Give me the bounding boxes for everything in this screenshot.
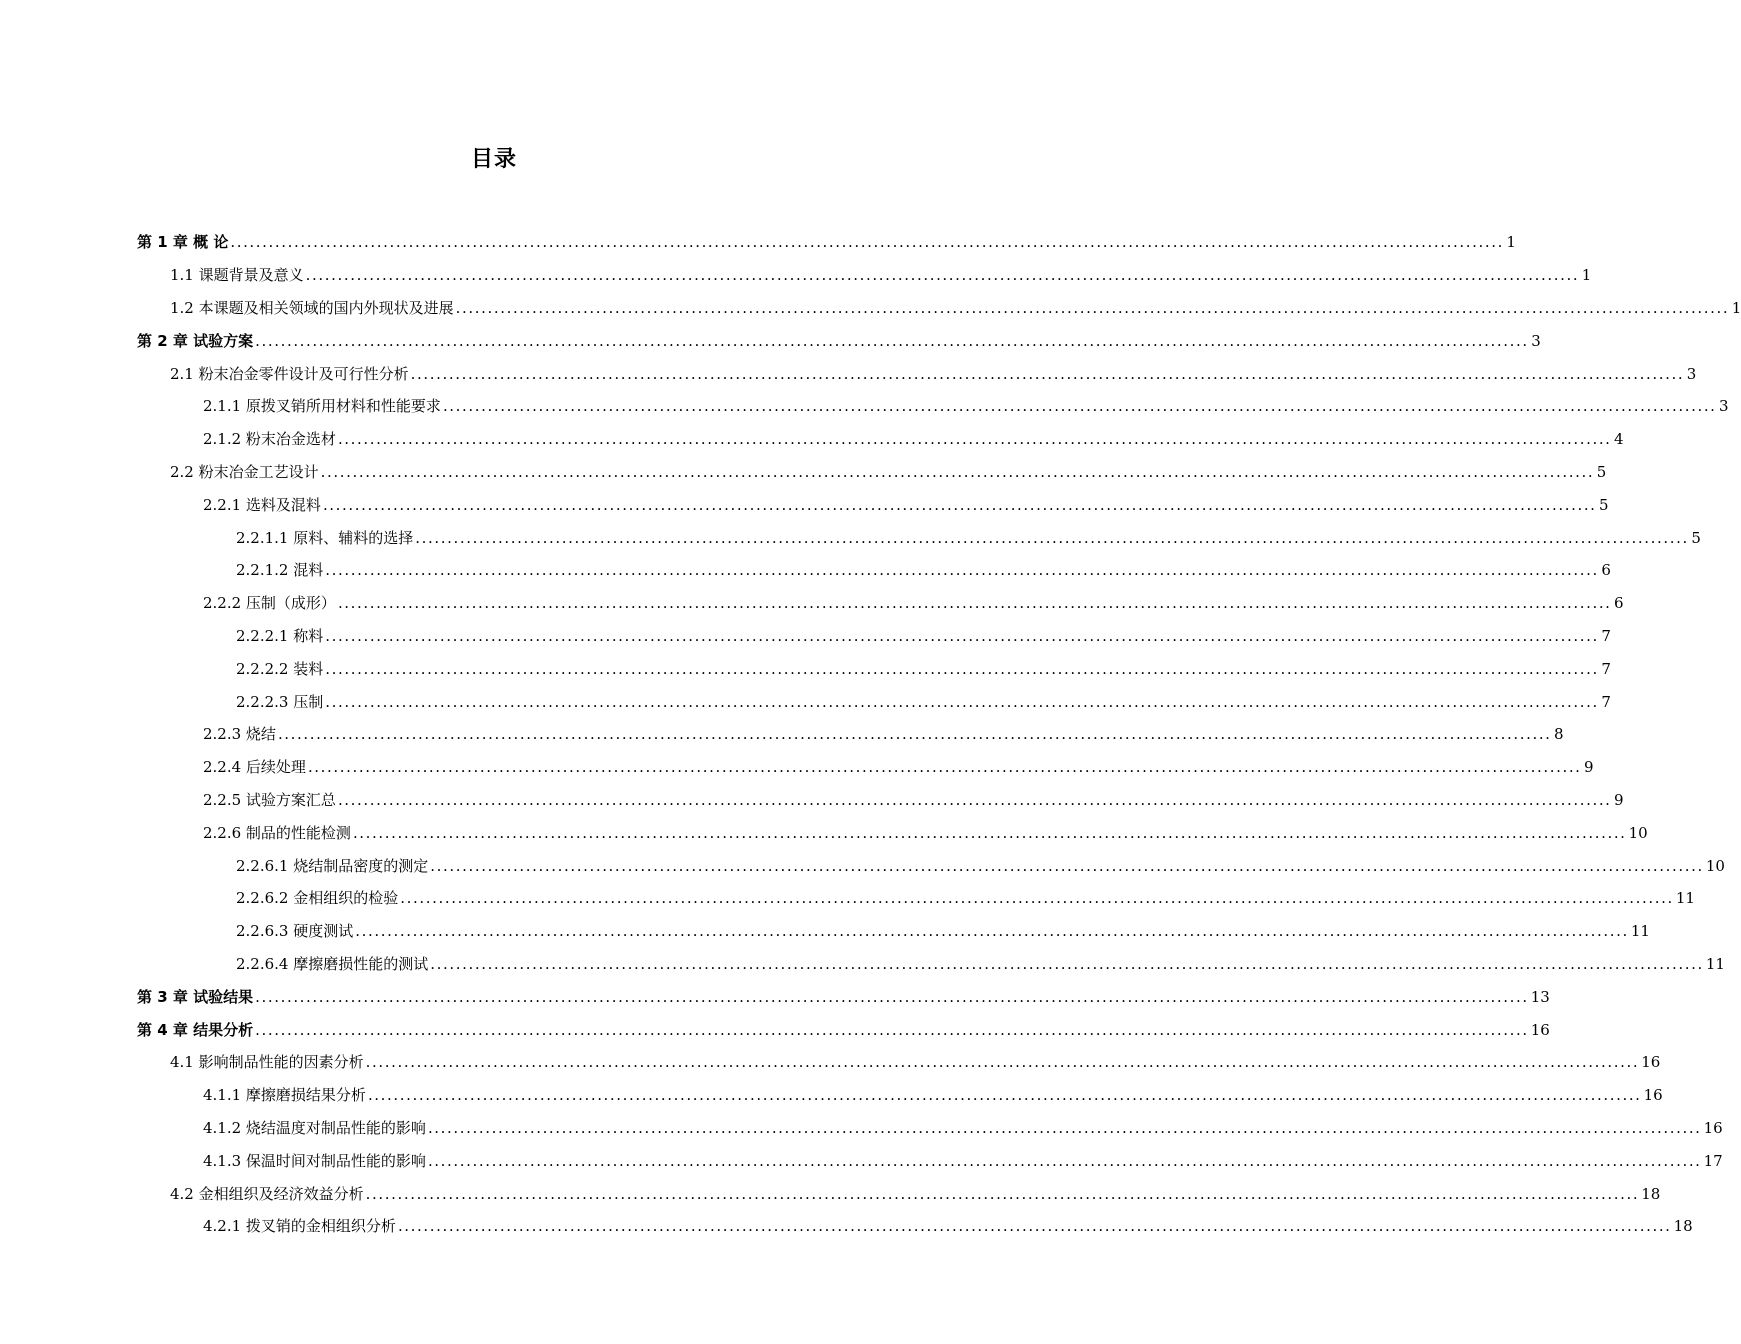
toc-entry[interactable] bbox=[0, 1210, 1693, 1243]
toc-entry-label: 第 3 章 试验结果 bbox=[137, 987, 254, 1006]
toc-entry-label: 第 4 章 结果分析 bbox=[137, 1020, 254, 1039]
toc-entry-page-number: 1 bbox=[1731, 298, 1741, 317]
toc-entry-page-number: 17 bbox=[1703, 1151, 1723, 1170]
toc-entry[interactable] bbox=[0, 948, 1725, 981]
toc-entry-label: 2.2.6.2 金相组织的检验 bbox=[236, 889, 399, 908]
toc-entry-label: 4.1.2 烧结温度对制品性能的影响 bbox=[203, 1118, 426, 1137]
toc-entry[interactable] bbox=[0, 784, 1624, 817]
toc-entry-label: 第 1 章 概 论 bbox=[137, 233, 229, 252]
dot-leader: ........................................................................................................................................................................................................ bbox=[400, 889, 1674, 908]
toc-entry-label: 2.2.6.4 摩擦磨损性能的测试 bbox=[236, 954, 429, 973]
toc-entry-label: 2.2.2.3 压制 bbox=[236, 692, 324, 711]
dot-leader: ........................................................................................................................................................................................................ bbox=[322, 495, 1597, 514]
toc-entry-page-number: 7 bbox=[1601, 692, 1611, 711]
toc-entry-label: 4.2 金相组织及经济效益分析 bbox=[170, 1184, 364, 1203]
toc-entry[interactable] bbox=[0, 620, 1611, 653]
toc-entry-page-number: 5 bbox=[1599, 495, 1609, 514]
dot-leader: ........................................................................................................................................................................................................ bbox=[352, 823, 1627, 842]
page-title: 目录 bbox=[470, 147, 517, 172]
dot-leader: ........................................................................................................................................................................................................ bbox=[255, 1020, 1529, 1039]
dot-leader: ........................................................................................................................................................................................................ bbox=[430, 856, 1704, 875]
toc-entry[interactable] bbox=[0, 1046, 1661, 1079]
toc-entry-page-number: 3 bbox=[1686, 364, 1697, 383]
toc-entry[interactable] bbox=[0, 587, 1624, 620]
toc-entry[interactable] bbox=[0, 357, 1697, 390]
toc-entry-page-number: 10 bbox=[1628, 823, 1648, 842]
toc-entry-page-number: 3 bbox=[1719, 397, 1729, 416]
toc-entry[interactable] bbox=[0, 423, 1624, 456]
toc-entry-page-number: 9 bbox=[1614, 790, 1624, 809]
toc-entry[interactable] bbox=[0, 685, 1611, 718]
toc-entry-label: 2.2.1.2 混料 bbox=[236, 561, 324, 580]
dot-leader: ........................................................................................................................................................................................................ bbox=[355, 922, 1629, 941]
toc-entry[interactable] bbox=[0, 1013, 1550, 1046]
toc-entry-label: 4.1.3 保温时间对制品性能的影响 bbox=[203, 1151, 426, 1170]
toc-entry-page-number: 10 bbox=[1705, 856, 1725, 875]
toc-entry-label: 2.2.3 烧结 bbox=[203, 725, 276, 744]
dot-leader: ........................................................................................................................................................................................................ bbox=[277, 725, 1552, 744]
dot-leader: ........................................................................................................................................................................................................ bbox=[427, 1151, 1702, 1170]
toc-entry-label: 2.2.6.1 烧结制品密度的测定 bbox=[236, 856, 429, 875]
dot-leader: ........................................................................................................................................................................................................ bbox=[367, 1086, 1642, 1105]
toc-entry[interactable] bbox=[0, 226, 1516, 259]
toc-entry-label: 2.1.2 粉末冶金选材 bbox=[203, 430, 336, 449]
toc-entry-page-number: 18 bbox=[1673, 1217, 1693, 1236]
toc-entry-label: 2.2.1 选料及混料 bbox=[203, 495, 321, 514]
toc-entry-label: 2.2.1.1 原料、辅料的选择 bbox=[236, 528, 414, 547]
toc-entry-page-number: 5 bbox=[1691, 528, 1701, 547]
toc-entry-page-number: 18 bbox=[1641, 1184, 1661, 1203]
toc-entry-page-number: 16 bbox=[1530, 1020, 1550, 1039]
dot-leader: ........................................................................................................................................................................................................ bbox=[442, 397, 1717, 416]
dot-leader: ........................................................................................................................................................................................................ bbox=[325, 626, 1599, 645]
dot-leader: ........................................................................................................................................................................................................ bbox=[415, 528, 1689, 547]
table-of-contents bbox=[0, 226, 1741, 1243]
toc-entry[interactable] bbox=[0, 456, 1607, 489]
dot-leader: ........................................................................................................................................................................................................ bbox=[410, 364, 1685, 383]
dot-leader: ........................................................................................................................................................................................................ bbox=[337, 430, 1612, 449]
toc-entry-label: 2.2 粉末冶金工艺设计 bbox=[170, 462, 319, 481]
toc-entry-page-number: 6 bbox=[1601, 561, 1611, 580]
toc-entry[interactable] bbox=[0, 324, 1541, 357]
dot-leader: ........................................................................................................................................................................................................ bbox=[365, 1053, 1640, 1072]
toc-entry[interactable] bbox=[0, 816, 1648, 849]
toc-entry-label: 4.1 影响制品性能的因素分析 bbox=[170, 1053, 364, 1072]
toc-entry-label: 4.1.1 摩擦磨损结果分析 bbox=[203, 1086, 366, 1105]
dot-leader: ........................................................................................................................................................................................................ bbox=[455, 298, 1730, 317]
toc-entry[interactable] bbox=[0, 980, 1550, 1013]
toc-entry[interactable] bbox=[0, 915, 1650, 948]
dot-leader: ........................................................................................................................................................................................................ bbox=[255, 987, 1529, 1006]
toc-entry-label: 2.2.5 试验方案汇总 bbox=[203, 790, 336, 809]
dot-leader: ........................................................................................................................................................................................................ bbox=[305, 266, 1580, 285]
toc-entry-page-number: 7 bbox=[1601, 626, 1611, 645]
toc-entry-page-number: 5 bbox=[1596, 462, 1607, 481]
dot-leader: ........................................................................................................................................................................................................ bbox=[397, 1217, 1672, 1236]
toc-entry-label: 2.2.6.3 硬度测试 bbox=[236, 922, 354, 941]
toc-entry-page-number: 9 bbox=[1584, 758, 1594, 777]
toc-entry[interactable] bbox=[0, 488, 1609, 521]
dot-leader: ........................................................................................................................................................................................................ bbox=[365, 1184, 1640, 1203]
dot-leader: ........................................................................................................................................................................................................ bbox=[337, 790, 1612, 809]
toc-entry-page-number: 16 bbox=[1703, 1118, 1723, 1137]
dot-leader: ........................................................................................................................................................................................................ bbox=[325, 561, 1599, 580]
dot-leader: ........................................................................................................................................................................................................ bbox=[307, 758, 1582, 777]
toc-entry-label: 2.2.2 压制（成形） bbox=[203, 594, 336, 613]
toc-entry[interactable] bbox=[0, 292, 1741, 325]
toc-entry-label: 2.2.4 后续处理 bbox=[203, 758, 306, 777]
toc-entry-page-number: 13 bbox=[1530, 987, 1550, 1006]
toc-entry-label: 2.2.2.2 装料 bbox=[236, 659, 324, 678]
toc-entry[interactable] bbox=[0, 259, 1592, 292]
toc-entry-label: 第 2 章 试验方案 bbox=[137, 331, 254, 350]
toc-entry[interactable] bbox=[0, 390, 1729, 423]
toc-entry-label: 1.1 课题背景及意义 bbox=[170, 266, 304, 285]
toc-entry-page-number: 11 bbox=[1675, 889, 1695, 908]
toc-entry-page-number: 7 bbox=[1601, 659, 1611, 678]
dot-leader: ........................................................................................................................................................................................................ bbox=[325, 659, 1599, 678]
toc-entry-page-number: 6 bbox=[1614, 594, 1624, 613]
toc-entry-label: 1.2 本课题及相关领域的国内外现状及进展 bbox=[170, 298, 454, 317]
toc-entry-page-number: 4 bbox=[1614, 430, 1624, 449]
toc-entry[interactable] bbox=[0, 1177, 1661, 1210]
toc-entry[interactable] bbox=[0, 718, 1564, 751]
dot-leader: ........................................................................................................................................................................................................ bbox=[320, 462, 1595, 481]
toc-entry-page-number: 1 bbox=[1506, 233, 1516, 252]
dot-leader: ........................................................................................................................................................................................................ bbox=[337, 594, 1612, 613]
toc-entry-page-number: 16 bbox=[1641, 1053, 1661, 1072]
toc-entry-label: 4.2.1 拨叉销的金相组织分析 bbox=[203, 1217, 396, 1236]
toc-entry[interactable] bbox=[0, 521, 1701, 554]
toc-entry[interactable] bbox=[0, 1112, 1723, 1145]
dot-leader: ........................................................................................................................................................................................................ bbox=[230, 233, 1504, 252]
toc-entry-page-number: 16 bbox=[1643, 1086, 1663, 1105]
toc-entry-label: 2.2.6 制品的性能检测 bbox=[203, 823, 351, 842]
dot-leader: ........................................................................................................................................................................................................ bbox=[430, 954, 1704, 973]
toc-entry-label: 2.1.1 原拨叉销所用材料和性能要求 bbox=[203, 397, 441, 416]
toc-entry-page-number: 11 bbox=[1705, 954, 1725, 973]
dot-leader: ........................................................................................................................................................................................................ bbox=[427, 1118, 1702, 1137]
toc-entry-page-number: 11 bbox=[1630, 922, 1650, 941]
toc-entry[interactable] bbox=[0, 554, 1611, 587]
toc-entry[interactable] bbox=[0, 652, 1611, 685]
toc-entry[interactable] bbox=[0, 1079, 1663, 1112]
toc-entry-label: 2.2.2.1 称料 bbox=[236, 626, 324, 645]
toc-entry-page-number: 3 bbox=[1531, 331, 1541, 350]
toc-entry[interactable] bbox=[0, 1144, 1723, 1177]
toc-entry[interactable] bbox=[0, 882, 1695, 915]
toc-entry[interactable] bbox=[0, 751, 1594, 784]
toc-entry-label: 2.1 粉末冶金零件设计及可行性分析 bbox=[170, 364, 409, 383]
toc-entry-page-number: 1 bbox=[1581, 266, 1592, 285]
dot-leader: ........................................................................................................................................................................................................ bbox=[255, 331, 1529, 350]
toc-entry[interactable] bbox=[0, 849, 1725, 882]
toc-entry-page-number: 8 bbox=[1554, 725, 1564, 744]
dot-leader: ........................................................................................................................................................................................................ bbox=[325, 692, 1599, 711]
